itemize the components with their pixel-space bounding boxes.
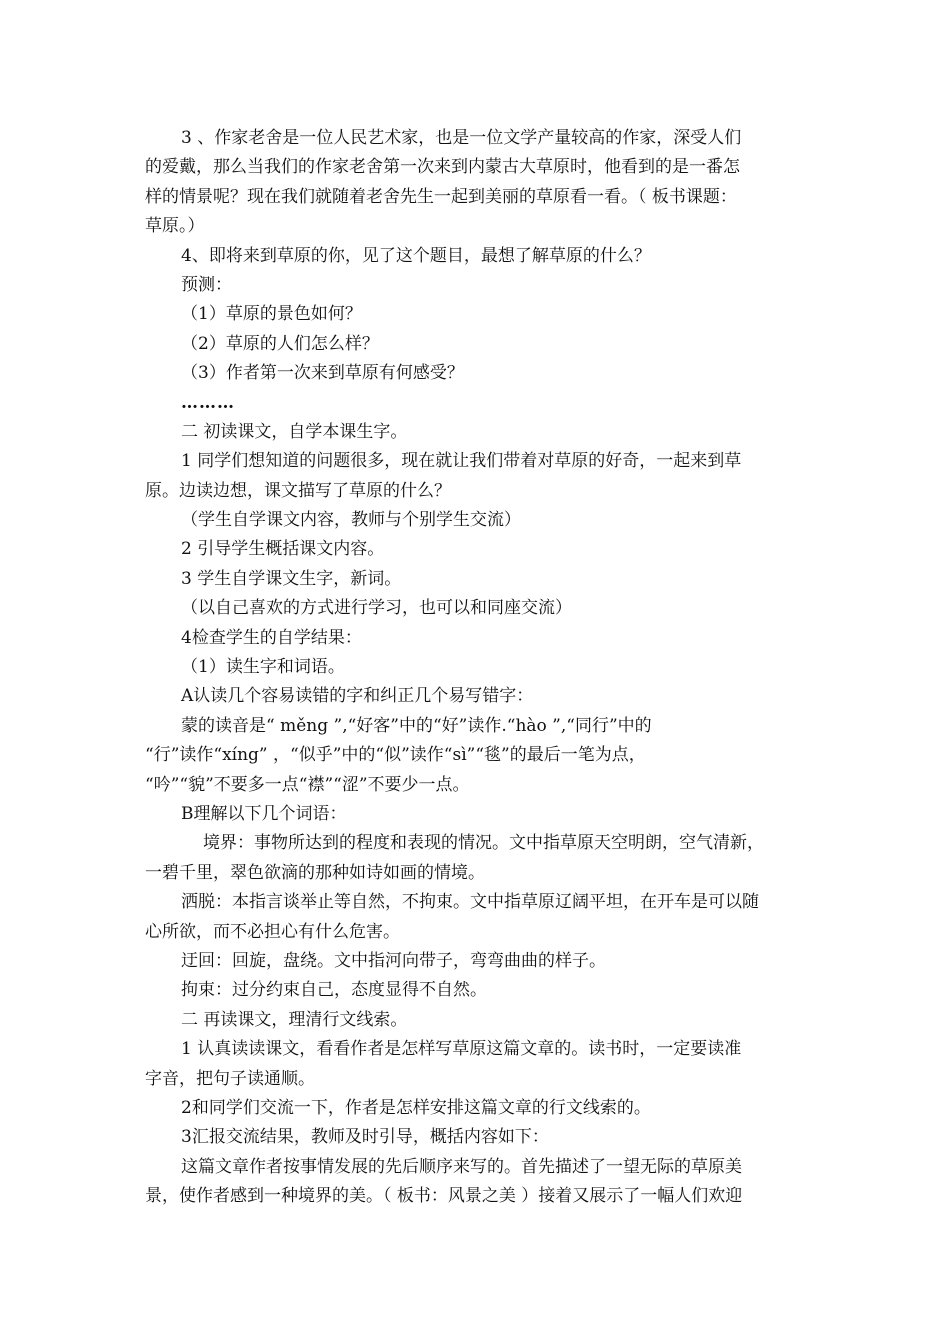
text-line: 3汇报交流结果，教师及时引导，概括内容如下： bbox=[181, 1127, 549, 1148]
text-line: “吟”“貌”不要多一点“襟”“涩”不要少一点。 bbox=[145, 774, 470, 795]
text-line: 预测： bbox=[181, 274, 232, 295]
text-line: 境界：事物所达到的程度和表现的情况。文中指草原天空明朗，空气清新， bbox=[203, 833, 764, 854]
text-line: 迂回：回旋，盘绕。文中指河向带子，弯弯曲曲的样子。 bbox=[181, 950, 606, 971]
text-line: 样的情景呢？现在我们就随着老舍先生一起到美丽的草原看一看。（ 板书课题： bbox=[145, 186, 737, 207]
text-line: B理解以下几个词语： bbox=[181, 803, 347, 824]
text-line: 1 同学们想知道的问题很多，现在就让我们带着对草原的好奇，一起来到草 bbox=[181, 451, 742, 472]
text-line: 洒脱：本指言谈举止等自然，不拘束。文中指草原辽阔平坦，在开车是可以随 bbox=[181, 892, 759, 913]
text-line: 字音，把句子读通顺。 bbox=[145, 1068, 315, 1089]
text-line: 4检查学生的自学结果： bbox=[181, 627, 362, 648]
text-line: 一碧千里，翠色欲滴的那种如诗如画的情境。 bbox=[145, 862, 485, 883]
text-line: 景，使作者感到一种境界的美。（ 板书：风景之美 ）接着又展示了一幅人们欢迎 bbox=[145, 1186, 743, 1207]
text-line: 心所欲，而不必担心有什么危害。 bbox=[145, 921, 400, 942]
text-line: 这篇文章作者按事情发展的先后顺序来写的。首先描述了一望无际的草原美 bbox=[181, 1156, 742, 1177]
text-line: 的爱戴，那么当我们的作家老舍第一次来到内蒙古大草原时，他看到的是一番怎 bbox=[145, 157, 740, 178]
text-line: （学生自学课文内容，教师与个别学生交流） bbox=[181, 510, 521, 531]
text-line: A认读几个容易读错的字和纠正几个易写错字： bbox=[181, 686, 534, 707]
text-line: 2 引导学生概括课文内容。 bbox=[181, 539, 385, 560]
text-line: 4、即将来到草原的你，见了这个题目，最想了解草原的什么？ bbox=[181, 245, 651, 266]
text-line: 1 认真读读课文，看看作者是怎样写草原这篇文章的。读书时，一定要读准 bbox=[181, 1039, 742, 1060]
text-line: “行”读作“xíng” ，“似乎”中的“似”读作“sì”“毯”的最后一笔为点， bbox=[145, 745, 646, 766]
text-line: （1）读生字和词语。 bbox=[181, 657, 345, 678]
section-heading: 二 初读课文，自学本课生字。 bbox=[181, 421, 408, 442]
document-body bbox=[145, 124, 815, 1211]
text-line: 3 、作家老舍是一位人民艺术家，也是一位文学产量较高的作家，深受人们 bbox=[181, 128, 742, 148]
text-line: 2和同学们交流一下，作者是怎样安排这篇文章的行文线索的。 bbox=[181, 1097, 651, 1118]
section-heading: 二 再读课文，理清行文线索。 bbox=[181, 1009, 408, 1030]
text-line: 3 学生自学课文生字，新词。 bbox=[181, 568, 402, 589]
text-line: 拘束：过分约束自己，态度显得不自然。 bbox=[181, 980, 487, 1001]
text-line: 草原。） bbox=[145, 216, 205, 237]
list-item: （3）作者第一次来到草原有何感受？ bbox=[181, 363, 464, 384]
list-item: （2）草原的人们怎么样？ bbox=[181, 333, 379, 354]
list-item: （1）草原的景色如何？ bbox=[181, 304, 362, 325]
ellipsis: ……… bbox=[181, 392, 235, 413]
text-line: 原。边读边想，课文描写了草原的什么？ bbox=[145, 480, 451, 501]
text-line: 蒙的读音是“ měng ”,“好客”中的“好”读作.“hào ”,“同行”中的 bbox=[181, 715, 652, 736]
text-line: （以自己喜欢的方式进行学习，也可以和同座交流） bbox=[181, 598, 572, 619]
